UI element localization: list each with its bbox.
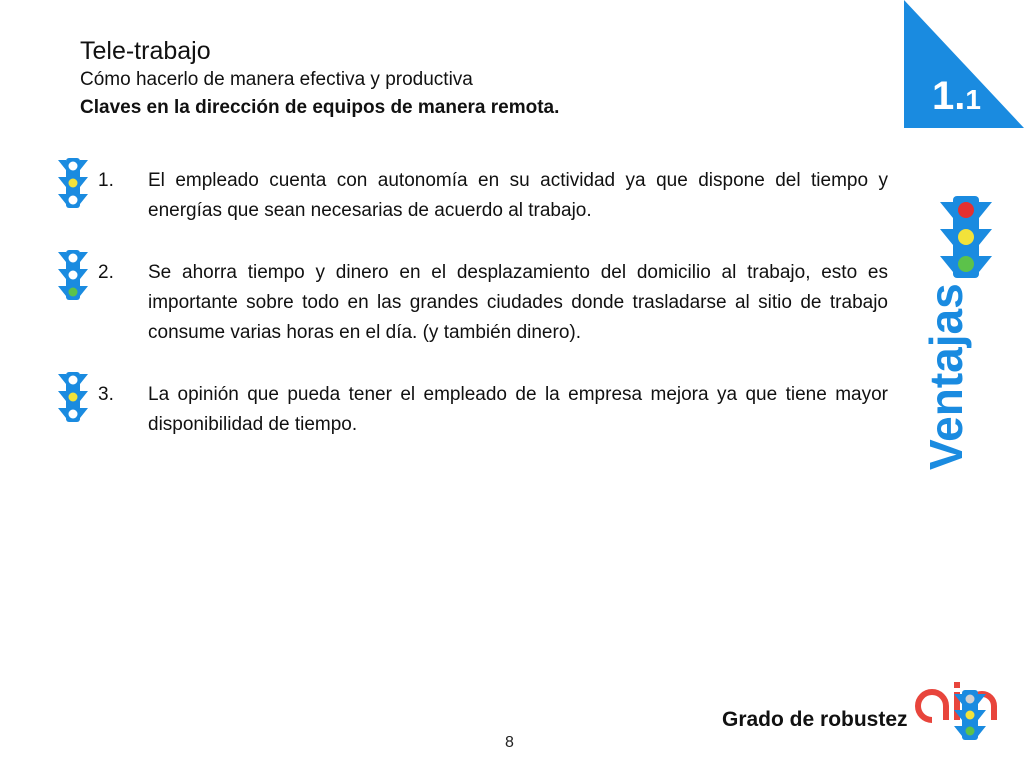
list-item-number: 1. [98,170,114,191]
traffic-light-full-icon [940,196,992,278]
traffic-light-yellow-icon [58,158,88,208]
header [80,36,559,120]
section-number-minor: 1 [965,84,981,115]
advantages-list [58,158,888,464]
list-item-number: 2. [98,262,114,283]
traffic-light-yellow-icon [58,372,88,422]
traffic-light-green-icon [58,250,88,300]
page-title: Tele-trabajo [80,37,211,65]
list-item [58,372,888,440]
robustness-label: Grado de robustez [722,708,908,731]
section-corner-badge [904,0,1024,130]
list-item [58,158,888,226]
side-label-ventajas: Ventajas [920,283,972,470]
list-item-text: Se ahorra tiempo y dinero en el desplazamiento del domicilio al trabajo, esto es importante sobre todo en las grandes ciudades donde trasladarse al sitio de trabajo consume varias horas en el día. (y también dinero). [148,262,888,343]
list-item-number: 3. [98,384,114,405]
ain-logo [914,676,1004,746]
list-item-text: La opinión que pueda tener el empleado de la empresa mejora ya que tiene mayor disponibilidad de tiempo. [148,384,888,435]
section-number [932,76,981,125]
page-subtitle-bold: Claves en la dirección de equipos de manera remota. [80,97,560,118]
page-number: 8 [505,734,514,751]
list-item [58,250,888,348]
page-subtitle: Cómo hacerlo de manera efectiva y productiva [80,69,473,90]
section-number-major: 1. [932,74,966,118]
list-item-text: El empleado cuenta con autonomía en su actividad ya que dispone del tiempo y energías que sean necesarias de acuerdo al trabajo. [148,170,888,221]
